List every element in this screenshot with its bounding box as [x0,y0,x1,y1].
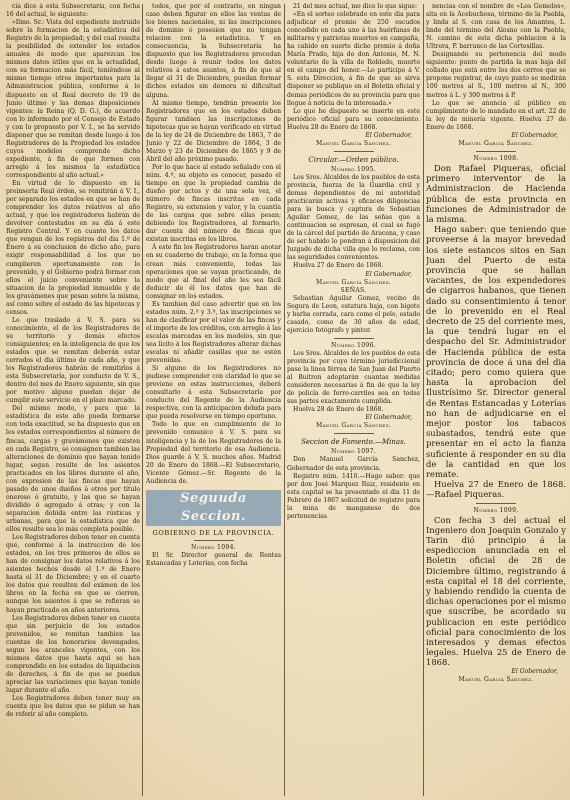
paragraph: Huelva 28 de Enero de 1868. [293,406,384,414]
paragraph: Los Registradores deben tener en cuenta que, conforme á la instruccion de los estados, en los tres primeros de ellos se han de consignar los datos relativos á los asientos hechos desde el 1.º de Enero hasta el 31 de Diciembre; y en el cuarto los datos que resulten del exámen de los libros en la fecha en que se cierren, aunque los asientos á que se refieran se hayan practicado en años anteriores. [6,534,140,614]
paragraph: Sebastian Aguilar Gomez, vecino de Segura de Leon, estatura baja, con bigote y barba cerrada, cara como el pelo, estado casado, como de 30 años de edad, ejercicio fotógrafo y pintor. [287,294,420,334]
paragraph: Designando su pertenencia del modo siguiente: punto de partida la mas baja del collado que está entre los dos cerros que se propone registrar, de cuyo punto se medirán 100 metros al S., 100 metros al N., 300 metros á L. y 300 metros á P. [426,51,566,99]
notice-number: Número 1099. [473,506,519,514]
paragraph: Huelva 27 de Enero de 1868. [293,262,384,270]
divider [476,503,516,504]
paragraph: Hago saber: que teniendo que proveerse á la mayor brevedad los siete estancos sitos en San Juan del Puerto de esta provincia que se hallan vacantes, de los expendedores de cigarros habanos, que tienen dado su consentimiento á tenor de lo prevenido en el Real decreto de 25 del corriente mes, la que tendrá lugar en el despacho del Sr. Administrador de Hacienda pública de esta provincia de doce á una del dia citado; pero como quiera que hasta la aprobacion del Ilustrísimo Sr. Director general de Rentas Estancadas y Loterías no han de adjudicarse en el mejor postor los tabacos subastados, tendrá este que presentar en el acto la fianza suficiente á responder en su dia de la cantidad en que los remate. [426,224,566,479]
signature-title: El Gobernador, [365,131,412,139]
section-banner: Seguuda Seccion. [146,490,281,526]
senas-heading: SEÑAS. [340,286,367,294]
notice-number: Número 1094. [191,543,236,551]
paragraph: nencias con el nombre de «Los Gemelos», sita en la Acebuchosa, término de la Puebla, y linda al S. con casa de los Amantes, L. linde del término del Alosno con la Puebla, N. camino de esta dicha poblacion á la Ultrera, P. barranco de las Cortesillas. [426,3,566,51]
divider [334,433,374,434]
paragraph: Los Registradores deben tener en cuenta que sin perjuicio de los estados prevenidos, se remitan tambien las cuentas de los honorarios devengados, segun los aranceles vigentes, con los mismos datos que hasta aquí se han comprendido en los estados de liquidacion de derechos, á fin de que se puedan apreciar las variaciones que hayan tenido lugar durante el año. [6,614,140,694]
paragraph: Del mismo modo, y para que la estadística de este año pueda formarse con toda exactitud, se ha dispuesto que en los estados correspondientes al número de fincas, cargas y gravámenes que existen en cada Registro, se consignen tambien las alteraciones de dominio que hayan tenido lugar, segun resulte de los asientos practicados en los libros durante el año, con expresion de las fincas que hayan pasado de unos dueños á otros por título oneroso ó gratuito, y las que se hayan dividido ó agregado á otras; y con la separacion debida entre las rústicas y urbanas, para que la estadística que de ellos resulte sea lo más completa posible. [6,405,140,534]
paragraph: «Ilmo. Sr.: Vista del expediente instruido sobre la formacion de la estadística del Registro de la propiedad; y del cual resulta la posibilidad de extender los estados anuales de modo que aparezcan los mismos datos útiles que en la actualidad, con su formacion más fácil, teniéndose al mismo tiempo otros importantes para la Administracion pública, conforme á lo dispuesto en el Real decreto de 19 de Junio último y las demas disposiciones vigentes: la Reina (Q. D. G.), de acuerdo con lo informado por el Consejo de Estado y con lo propuesto por V. I., se ha servido disponer que se remitan desde luego á los Registradores de la Propiedad los estados cuyos modelos comprende dicho expediente, á fin de que formen con arreglo á los mismos la estadística correspondiente al año actual.» [6,19,140,179]
signature-name: Manuel García Sánchez. [315,422,392,430]
paragraph: Es tambien del caso advertir que en los estados núm. 2.º y 3.º, las inscripciones se han de clasificar por el valor de las fincas y el importe de los créditos, con arreglo á las escalas marcadas en los modelos, sin que sea lícito á los Registradores alterar dichas escalas ni añadir casillas que no estén prevenidas. [146,300,281,365]
paragraph: El Sr. Director general de Rentas Estancadas y Loterías, con fecha [146,551,281,567]
column-rule [423,4,424,796]
paragraph: Don Manuel García Sanchez, Gobernador de esta provincia. [287,456,420,472]
section-heading: Seccion de Fomento.—Minas. [301,438,406,447]
large-type-notice [426,515,566,668]
divider [476,151,516,152]
paragraph: Con fecha 3 del actual el Ingeniero don Joaquin Gonzalo y Tarin dió principio á la espediccion anunciada en el Boletin oficial de 28 de Diciembre último, registrando á esta capital el 18 del corriente, y habiendo rendido la cuenta de dichas operaciones por el mismo que suscribe, he acordado su publicacion en este periódico oficial para conocimiento de los interesados y demas efectos legales. Huelva 25 de Enero de 1868. [426,514,566,668]
paragraph: 21 del mes actual, me dice lo que sigue: [293,3,418,10]
signature-title: El Gobernador, [511,667,558,675]
paragraph: Huelva 27 de Enero de 1868.—Rafael Piqueras. [426,479,566,500]
paragraph: Si alguno de los Registradores no pudiese comprender con claridad lo que se previene en estas instrucciones, deberá consultarlo á esta Subsecretaría por conducto del Regente de la Audiencia respectiva, con la anticipacion debida para que pueda resolverse en tiempo oportuno. [146,365,281,421]
divider [334,151,374,152]
paragraph: Lo que he dispuesto se inserte en este periódico oficial para su conocimiento. Huelva 28 de Enero de 1868. [287,107,420,131]
circular-heading: Circular.—Orden público. [308,155,399,164]
signature-name: Manuel García Sánchez. [458,675,534,683]
notice-number: Número 1096. [331,341,376,349]
column-rule [142,4,143,796]
paragraph: Registro núm. 1410.—Hago saber: que por don José Marquez Ruiz, residente en esta capital se ha presentado el dia 11 de Febrero de 1867 solicitud de registro para la mina de manganeso de dos pertenencias [287,472,420,520]
paragraph: Lo que traslado á V. S. para su conocimiento, el de los Registradores de su territorio y demás efectos consiguientes; en la inteligencia de que los estados que se remitan deberán estar cerrados el dia último de cada año, y que los Registradores habrán de remitirlos á esta Subsecretaría, por conducto de V. S., dentro del mes de Enero siguiente, sin que por motivo alguno puedan dejar de cumplir este servicio en el plazo marcado. [6,316,140,405]
signature-name: Manuel García Sánchez. [458,139,534,147]
paragraph: todos, que por el contrario, en ningun caso deben figurar en ellos las ventas de los bienes nacionales, ni las inscripciones de dominio ó posesion que no tengan relacion con la estadística. Y en consecuencia, la Subsecretaría ha dispuesto que los Registradores procedan desde luego á reunir todos los datos relativos á estos asuntos, á fin de que al llegar el 31 de Diciembre, puedan formar dichos estados sin demora ni dificultad alguna. [146,3,281,99]
paragraph: Los Registradores deben tener muy en cuenta que los datos que se pidan se han de referir al año completo. [6,695,140,719]
column-1 [6,3,140,797]
signature-title: El Gobernador, [365,270,412,278]
signature-title: El Gobernador, [365,414,412,422]
signature-name: Manuel García Sánchez. [315,278,392,286]
divider [334,338,374,339]
paragraph: «En el sorteo celebrado en este dia para adjudicar el premio de 250 escudos concedido en cada uno á las huérfanas de militares y patriotas muertos en campaña, ha cabido en suerte dicho premio á doña María Prado, hija de don Antonio, M. N. voluntario de la villa de Robledo, muerto en el campo del honor.—Lo participo á V. S. esta Direccion, á fin de que se sirva disponer se publique en el Boletin oficial y demas periódicos de su provincia para que llegue á noticia de la interesada.» [287,11,420,107]
paragraph: cia dice á esta Subsecretaría, con fecha 16 del actual, lo siguiente: [6,3,140,19]
notice-number: Número 1098. [473,154,519,162]
notice-number: Número 1095. [331,165,376,173]
divider [194,540,234,541]
paragraph: Lo que se anuncia al público en cumplimiento de lo mandado en el art. 22 de la ley de minería vigente. Huelva 27 de Enero de 1868. [426,99,566,131]
signature-title: El Gobernador, [511,131,558,139]
paragraph: Por lo que hace al estado señalado con el núm. 4.º, su objeto es conocer, pasado el tiempo en que la propiedad cambia de dueño por actos y de una sola vez, el número de fincas inscritas en cada Registro, su extension y valor, y la cuantía de las cargas que sobre ellas pesan; debiendo los Registradores, al formarlo, dar cuenta del número de fincas que existan inscritas en los libros. [146,163,281,244]
large-type-notice [426,163,566,500]
signature-name: Manuel García Sánchez. [315,139,392,147]
section-heading: GOBIERNO DE LA PROVINCIA. [152,528,275,537]
column-2 [146,3,281,797]
column-4 [426,3,566,797]
paragraph: Todo lo que en cumplimiento de lo prevenido comunico á V. S. para su inteligencia y la de los Registradores de la Propiedad del territorio de esa Audiencia. Dios guarde á V. S. muchos años. Madrid 20 de Enero de 1868.—El Subsecretario, Vicente Gómez.—Sr. Regente de la Audiencia de. [146,421,281,485]
paragraph: Los Sres. Alcaldes de los pueblos de esta provincia, fuerza de la Guardia civil y demas dependientes de mi autoridad practicarán activas y eficaces diligencias para la busca y captura de Sebastian Aguilar Gomez, de las señas que a continuacion se espresan, el cual se fugó de la cárcel del partido de Aracena, y caso de ser habido lo pondran á disposicion del Juzgado de dicha villa que lo reclama, con las seguridades convenientes. [287,173,420,262]
notice-number: Número 1097. [331,448,376,456]
paragraph: Los Sres. Alcaldes de los pueblos de esta provincia por cuyo término jurisdiccional pase la linea férrea de San Juan del Puerto al Buitron adoptarán cuantas medidas consideren necesarias á fin de que la ley de policía de ferro-carriles sea en todas sus partes exactamente cumplida. [287,349,420,406]
paragraph: Don Rafael Piqueras, oficial primero interventor de la Administracion de Hacienda pública de esta provincia en funciones de Administrador de la misma. [426,162,566,224]
paragraph: Al mismo tiempo, tendrán presente los Registradores que en los estados deben figurar tambien las inscripciones de hipotecas que se hayan verificado en virtud de la ley de 24 de Diciembre de 1863, 7 de Junio y 22 de Diciembre de 1864, 3 de Marzo y 23 de Diciembre de 1865 y 9 de Abril del año próximo pasado. [146,99,281,163]
paragraph: Á este fin los Registradores harán anotar en su cuaderno de trabajo, en la forma que crean más conveniente, todas las operaciones que se vayan practicando, de modo que al final del año les sea fácil deducir de él los datos que han de consignar en los estados. [146,244,281,300]
paragraph: En virtud de lo dispuesto en la preinserta Real órden, se remitirán á V. I., por separado los estados en que se han de comprender los datos relativos al año actual, y que los registradores habrán de devolver contestados en su día á este Registro Central. Y en cuanto los datos que vengan de los registros del dia 1.º de Enero á su conclusion de dicho año, para exigir responsabilidad á los que no cumplieren oportunamente con lo prevenido, y el Gobierno podrá formar con ellos el juicio conveniente sobre la situacion de la propiedad inmueble y de los gravámenes que pesan sobre la misma, así como sobre el estado de las hipotecas y censos. [6,180,140,316]
column-rule [284,4,285,796]
column-3 [287,3,420,797]
